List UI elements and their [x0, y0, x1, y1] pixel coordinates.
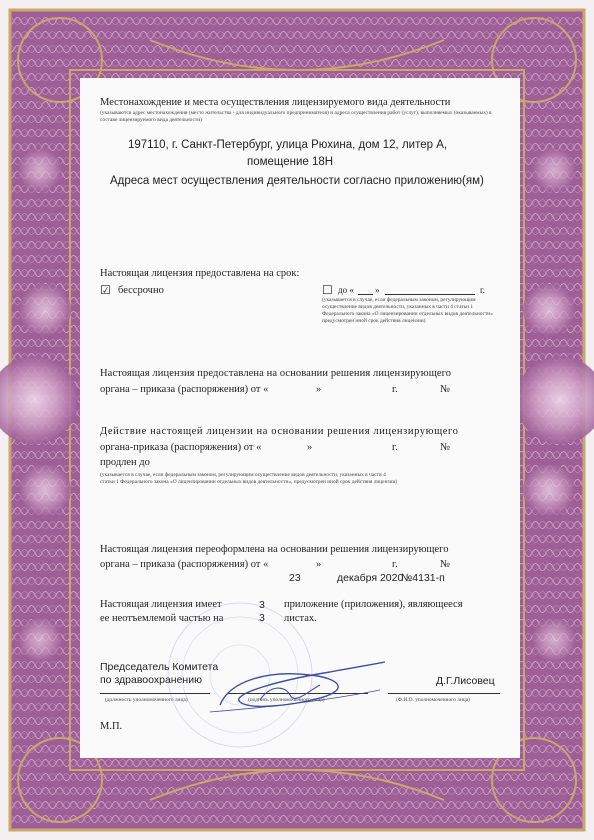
extension-line-2-year: г.	[392, 442, 398, 453]
address-title: Местонахождение и места осуществления лицензируемого вида деятельности	[100, 97, 451, 108]
until-mid: »	[375, 285, 380, 295]
appendix-line-1-prefix: Настоящая лицензия имеет	[100, 599, 222, 610]
reissue-line-2-mid: »	[316, 559, 322, 570]
reissue-line-2-year: г.	[392, 559, 398, 570]
basis-line-1: Настоящая лицензия предоставлена на основании решения лицензирующего	[100, 368, 452, 379]
extension-line-1: Действие настоящей лицензии на основании решения лицензирующего	[100, 426, 459, 437]
basis-line-2-prefix: органа – приказа (распоряжения) от «	[100, 384, 269, 395]
address-note: (указываются адрес местонахождения (место жительства - для индивидуального предпринимателя) и адреса осуществления работ (услуг), выполняемых (оказываемых) в составе лицензируемого вида деятельности)	[100, 110, 492, 123]
appendix-line-1-suffix: приложение (приложения), являющееся	[284, 599, 463, 610]
reissue-line-2-prefix: органа – приказа (распоряжения) от «	[100, 559, 269, 570]
appendix-line-2-prefix: ее неотъемлемой частью на	[100, 613, 224, 624]
address-line-1: 197110, г. Санкт-Петербург, улица Рюхина, дом 12, литер А,	[128, 139, 448, 151]
appendix-count: 3	[259, 599, 265, 611]
until-day-line	[358, 294, 373, 295]
extension-line-2-prefix: органа-приказа (распоряжения) от «	[100, 442, 262, 453]
extension-line-2-mid: »	[307, 442, 313, 453]
name-line	[388, 693, 500, 694]
until-note: (указывается в случае, если федеральным законом, регулирующим осуществление видов деятельности, указанных в части 4 статьи 1 Федерального закона «О лицензировании отдельных видов деятельности» предусмотрен иной срок действия лицензии)	[322, 297, 493, 324]
signatory-position-line-1: Председатель Комитета	[100, 661, 219, 673]
signatory-position-line-2: по здравоохранению	[100, 674, 202, 686]
reissue-order-number: №4131-п	[401, 572, 445, 584]
until-prefix: до «	[338, 285, 354, 295]
seal-place-mp: М.П.	[100, 721, 123, 732]
reissue-day: 23	[289, 572, 301, 584]
basis-line-2-year: г.	[392, 384, 398, 395]
caption-signature: (подпись уполномоченного лица)	[248, 697, 325, 703]
address-line-2: помещение 18Н	[247, 156, 334, 168]
caption-name: (Ф.И.О. уполномоченного лица)	[396, 697, 470, 703]
signatory-name: Д.Г.Лисовец	[436, 675, 495, 687]
until-year: г.	[480, 285, 485, 295]
checkbox-until[interactable]: ☐	[322, 283, 333, 297]
reissue-line-2-number: №	[440, 559, 451, 570]
basis-line-2-mid: »	[316, 384, 322, 395]
until-month-line	[385, 294, 475, 295]
checkbox-indefinite[interactable]: ☑	[100, 283, 111, 297]
appendix-line-2-suffix: листах.	[284, 613, 317, 624]
basis-line-2-number: №	[440, 384, 451, 395]
indefinite-label: бессрочно	[118, 285, 164, 296]
caption-position: (должность уполномоченного лица)	[105, 697, 188, 703]
extension-line-3: продлен до	[100, 457, 150, 468]
reissue-line-1: Настоящая лицензия переоформлена на основании решения лицензирующего	[100, 544, 449, 555]
extension-line-2-number: №	[440, 442, 451, 453]
extension-note: (указывается в случае, если федеральным законом, регулирующим осуществление видов деятельности, указанных в части 4 статьи 1 Федерального закона «О лицензировании отдельных видов деятельности», предусмотрен иной срок действия лицензии)	[100, 472, 398, 485]
reissue-month-year: декабря 2020	[337, 572, 404, 584]
handwritten-signature	[200, 650, 390, 720]
term-title: Настоящая лицензия предоставлена на срок:	[100, 268, 300, 279]
sheets-count: 3	[259, 612, 265, 624]
addresses-reference: Адреса мест осуществления деятельности согласно приложению(ям)	[110, 175, 484, 187]
